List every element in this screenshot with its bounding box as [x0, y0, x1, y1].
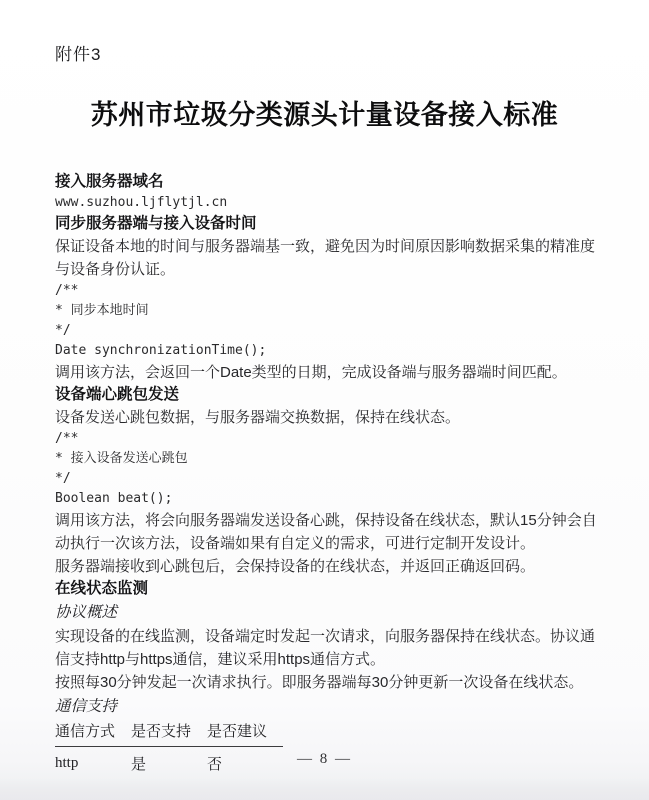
page-title: 苏州市垃圾分类源头计量设备接入标准	[90, 100, 559, 130]
server-domain-url: www.suzhou.ljflytjl.cn	[55, 195, 228, 210]
cell-comm-method: http	[55, 755, 79, 771]
heartbeat-description: 设备发送心跳包数据，与服务器端交换数据，保持在线状态。	[55, 409, 461, 426]
cell-supported: 是	[131, 756, 147, 773]
code-comment-open-2: /**	[55, 431, 79, 446]
heading-heartbeat: 设备端心跳包发送	[55, 386, 180, 403]
code-comment-heartbeat: * 接入设备发送心跳包	[55, 451, 188, 466]
col-header-recommended: 是否建议	[207, 720, 283, 747]
subheading-comm-support: 通信支持	[55, 698, 118, 715]
col-header-comm-method: 通信方式	[55, 720, 131, 747]
time-sync-description: 保证设备本地的时间与服务器端基一致，避免因为时间原因影响数据采集的精准度与设备身份认证。	[55, 238, 596, 278]
code-sync-method: Date synchronizationTime();	[55, 343, 267, 358]
code-comment-open-1: /**	[55, 283, 79, 298]
page-number: — 8 —	[297, 751, 352, 767]
code-beat-method: Boolean beat();	[55, 491, 173, 506]
subheading-protocol-overview: 协议概述	[55, 604, 118, 621]
sync-method-description: 调用该方法，会返回一个Date类型的日期，完成设备端与服务器端时间匹配。	[55, 364, 567, 381]
protocol-overview-text: 实现设备的在线监测，设备端定时发起一次请求，向服务器保持在线状态。协议通信支持http与https通信，建议采用https通信方式。	[55, 628, 596, 668]
beat-server-response: 服务器端接收到心跳包后，会保持设备的在线状态，并返回正确返回码。	[55, 558, 536, 575]
code-comment-close-1: */	[55, 323, 71, 338]
beat-method-description: 调用该方法，将会向服务器端发送设备心跳，保持设备在线状态，默认15分钟会自动执行一次该方法，设备端如果有自定义的需求，可进行定制开发设计。	[55, 512, 597, 552]
table-header-row	[55, 720, 283, 747]
cell-recommended: 否	[207, 756, 223, 773]
request-interval-text: 按照每30分钟发起一次请求执行。即服务器端每30分钟更新一次设备在线状态。	[55, 674, 584, 691]
heading-time-sync: 同步服务器端与接入设备时间	[55, 215, 257, 232]
col-header-supported: 是否支持	[131, 720, 207, 747]
photo-bottom-edge	[0, 778, 649, 800]
code-comment-sync-time: * 同步本地时间	[55, 303, 149, 318]
heading-server-domain: 接入服务器域名	[55, 173, 164, 190]
code-comment-close-2: */	[55, 471, 71, 486]
document-content	[55, 171, 600, 774]
attachment-label: 附件3	[55, 45, 102, 64]
heading-online-monitoring: 在线状态监测	[55, 580, 149, 597]
